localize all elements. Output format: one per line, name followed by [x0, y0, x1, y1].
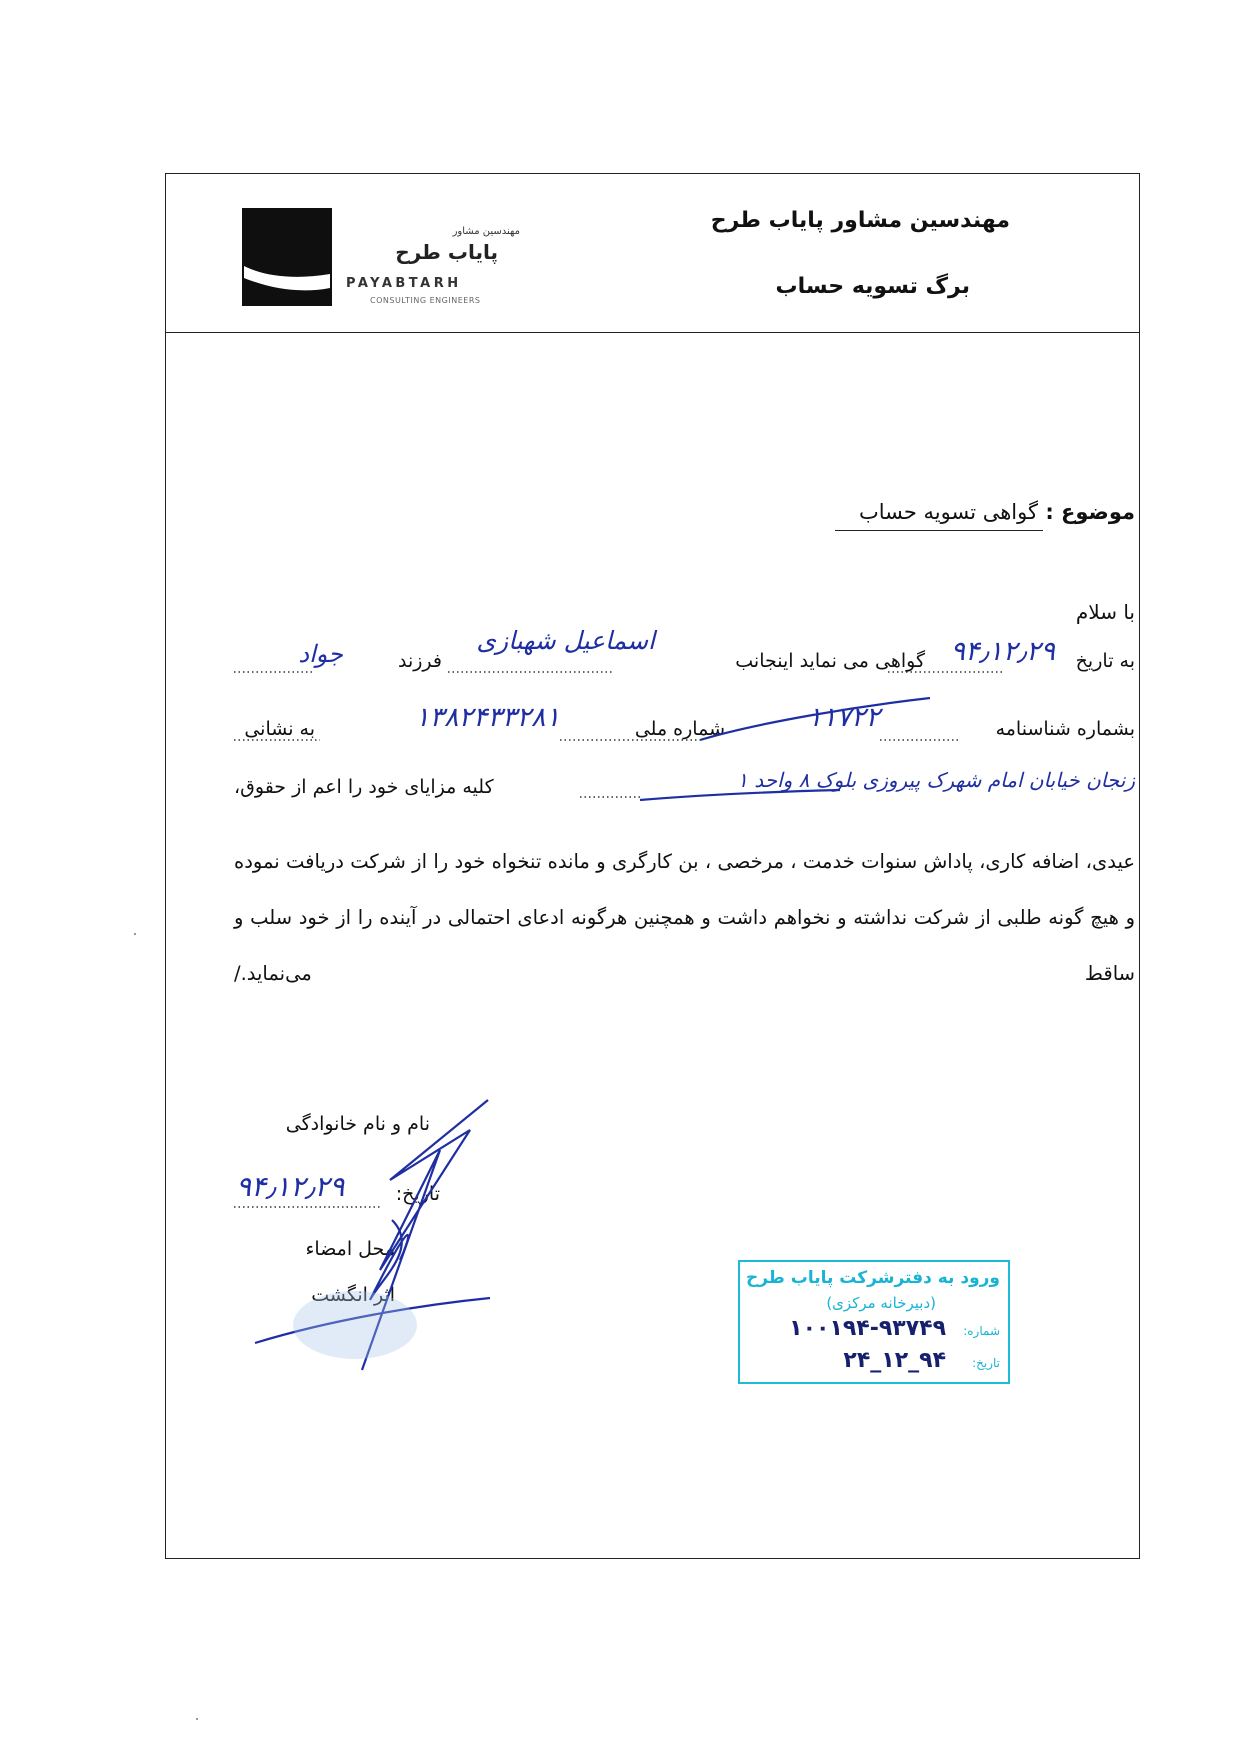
header-divider [165, 332, 1140, 333]
signature-name-label: نام و نام خانوادگی [285, 1113, 430, 1135]
line1-father-handwritten: جواد [298, 640, 343, 668]
stamp-title: ورود به دفترشرکت پایاب طرح [745, 1268, 1000, 1288]
line2-id-handwritten: ۱۱۷۲۲ [807, 702, 880, 733]
line1-date-handwritten: ۹۴٫۱۲٫۲۹ [950, 636, 1055, 667]
line1-prefix: به تاریخ [1075, 650, 1135, 672]
line2-national-handwritten: ۱۳۸۲۴۳۳۲۸۱ [414, 702, 560, 733]
stamp-date-value: ۹۴_۱۲_۲۴ [843, 1348, 946, 1373]
logo-fa-subtitle: مهندسین مشاور [452, 226, 520, 237]
logo-en-subtitle: CONSULTING ENGINEERS [370, 296, 481, 305]
line1-name-handwritten: اسماعیل شهبازی [476, 626, 655, 655]
line2-id-label: بشماره شناسنامه [995, 718, 1135, 740]
stamp-number-value: ۱۰۰۱۹۴-۹۳۷۴۹ [789, 1316, 946, 1341]
signature-date-handwritten: ۹۴٫۱۲٫۲۹ [236, 1170, 345, 1203]
greeting: با سلام [1075, 600, 1135, 624]
line1-mid-text: گواهی می نماید اینجانب [735, 650, 925, 672]
logo-fa-name: پایاب طرح [395, 240, 498, 264]
stamp-date-label: تاریخ: [972, 1356, 1000, 1370]
body-line-2 [234, 702, 1135, 752]
fingerprint-label: اثر انگشت [311, 1284, 395, 1306]
subject-label: موضوع : [1045, 500, 1135, 524]
body-line-1 [234, 626, 1135, 684]
logo-swoosh-icon [244, 258, 334, 298]
form-title: برگ تسویه حساب [775, 274, 970, 299]
line2-address-label: به نشانی [244, 718, 315, 740]
subject-value: گواهی تسویه حساب [858, 500, 1038, 524]
signature-place-label: محل امضاء [305, 1238, 395, 1260]
stamp-number-label: شماره: [963, 1324, 1000, 1338]
scan-speck [196, 1718, 198, 1720]
stamp-subtitle: (دبیرخانه مرکزی) [826, 1294, 936, 1312]
registration-stamp [738, 1260, 1010, 1384]
body-paragraph: عیدی، اضافه کاری، پاداش سنوات خدمت ، مرخصی ، بن کارگری و مانده تنخواه خود را از شرکت دریافت نموده و هیچ گونه طلبی از شرکت نداشته و نخواهم داشت و همچنین هرگونه ادعای احتمالی در آینده را از خود سلب و ساقط می‌نماید./ [234, 850, 1135, 985]
subject-underline [835, 530, 1043, 531]
line1-father-label: فرزند [397, 650, 442, 672]
signature-date-label: تاریخ: [395, 1183, 440, 1205]
company-title: مهندسین مشاور پایاب طرح [710, 208, 1010, 233]
body-line-3 [234, 768, 1135, 810]
line3-address-handwritten: زنجان خیابان امام شهرک پیروزی بلوک ۸ واحد ۱ [737, 768, 1135, 792]
line2-national-label: شماره ملی [634, 718, 725, 740]
scan-speck [134, 933, 136, 935]
logo-en-name: PAYABTARH [346, 276, 462, 291]
subject-line [700, 500, 1135, 524]
line3-rest-text: کلیه مزایای خود را اعم از حقوق، [234, 776, 494, 798]
